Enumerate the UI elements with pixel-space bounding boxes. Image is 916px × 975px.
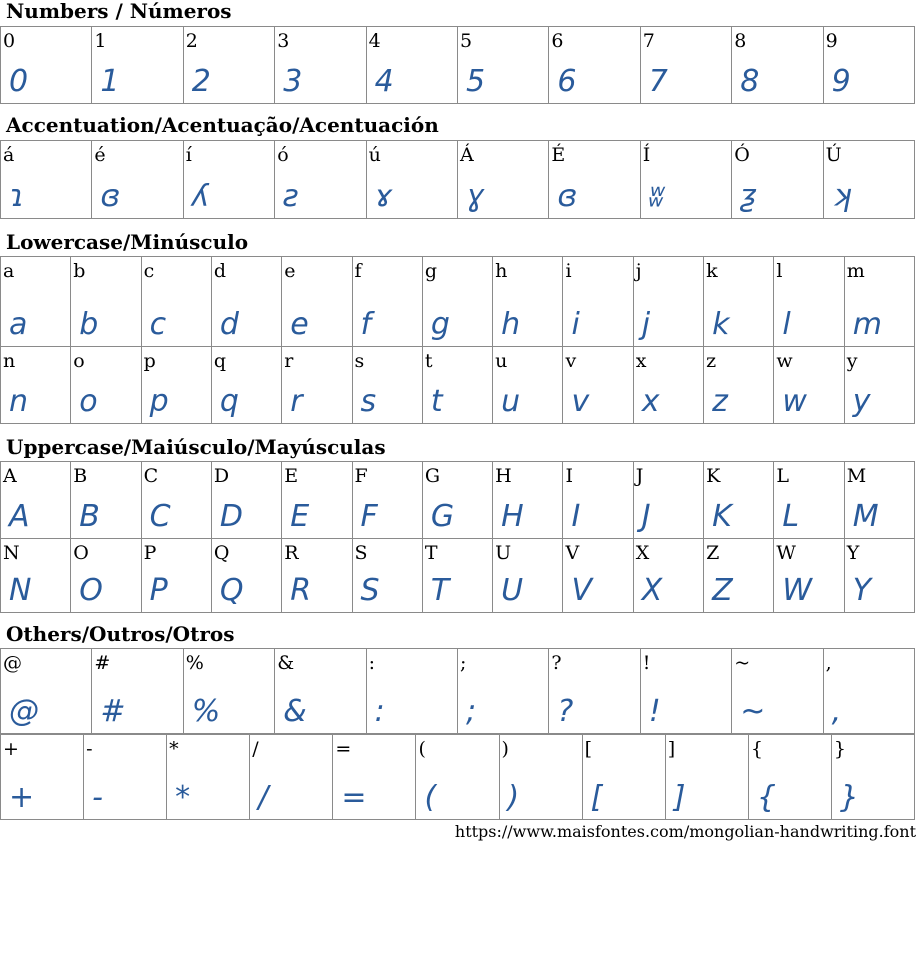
character-label: { [750, 738, 763, 760]
glyph-cell [704, 539, 774, 613]
glyph-cell [142, 539, 212, 613]
glyph-cell [423, 539, 493, 613]
glyph-cell [458, 649, 549, 734]
handwritten-glyph-sample: B [79, 499, 100, 534]
accentuation-grid [0, 140, 915, 219]
character-label: Y [846, 542, 860, 564]
others-grid-row-1 [0, 648, 915, 734]
glyph-cell [845, 539, 915, 613]
glyph-cell [212, 257, 282, 347]
handwritten-glyph-sample: Y [852, 573, 872, 608]
glyph-cell [832, 735, 915, 820]
handwritten-glyph-sample: k [712, 307, 730, 342]
glyph-cell [845, 347, 915, 424]
glyph-cell [142, 462, 212, 539]
handwritten-glyph-sample: d [219, 307, 239, 342]
character-label: Q [213, 542, 230, 564]
character-label: l [776, 260, 783, 282]
character-label: j [635, 260, 642, 282]
glyph-cell [732, 27, 823, 104]
character-label: k [706, 260, 718, 282]
glyph-cell [583, 735, 666, 820]
handwritten-glyph-sample: e [290, 307, 309, 342]
handwritten-glyph-sample: * [175, 780, 191, 815]
handwritten-glyph-sample: & [283, 694, 307, 729]
character-label: H [495, 465, 512, 487]
character-label: c [143, 260, 155, 282]
glyph-cell [84, 735, 167, 820]
character-label: o [73, 350, 85, 372]
handwritten-glyph-sample: L [782, 499, 800, 534]
character-label: Á [460, 144, 474, 166]
handwritten-glyph-sample: ɤ [374, 179, 393, 214]
handwritten-glyph-sample: + [9, 780, 35, 815]
handwritten-glyph-sample: l [782, 307, 791, 342]
handwritten-glyph-sample: E [290, 499, 310, 534]
character-label: v [565, 350, 577, 372]
glyph-cell [824, 27, 915, 104]
handwritten-glyph-sample: X [641, 573, 663, 608]
glyph-cell [1, 257, 71, 347]
glyph-cell [423, 462, 493, 539]
glyph-cell [142, 257, 212, 347]
handwritten-glyph-sample: m [852, 307, 882, 342]
character-label: x [635, 350, 647, 372]
character-label: 1 [94, 30, 107, 52]
handwritten-glyph-sample: p [149, 384, 169, 419]
character-label: h [495, 260, 508, 282]
glyph-cell [275, 649, 366, 734]
glyph-cell [549, 649, 640, 734]
handwritten-glyph-sample: r [290, 384, 303, 419]
handwritten-glyph-sample: C [149, 499, 171, 534]
character-label: , [825, 652, 832, 674]
handwritten-glyph-sample: V [571, 573, 592, 608]
glyph-cell [641, 141, 732, 219]
glyph-cell [212, 462, 282, 539]
character-label: B [73, 465, 88, 487]
glyph-cell [563, 347, 633, 424]
glyph-cell [1, 141, 92, 219]
character-label: E [284, 465, 299, 487]
character-label: V [565, 542, 580, 564]
glyph-cell [774, 257, 844, 347]
glyph-cell [71, 462, 141, 539]
character-label: ~ [734, 652, 751, 674]
glyph-cell [282, 462, 352, 539]
glyph-cell [493, 462, 563, 539]
character-label: b [73, 260, 86, 282]
handwritten-glyph-sample: u [501, 384, 521, 419]
character-label: N [3, 542, 20, 564]
handwritten-glyph-sample: @ [9, 694, 39, 729]
handwritten-glyph-sample: ɞ [557, 179, 578, 214]
glyph-cell [184, 27, 275, 104]
character-label: F [354, 465, 368, 487]
handwritten-glyph-sample: y [852, 384, 871, 419]
glyph-cell [367, 649, 458, 734]
handwritten-glyph-sample: n [9, 384, 29, 419]
glyph-cell [774, 347, 844, 424]
handwritten-glyph-sample: 5 [466, 64, 486, 99]
glyph-cell [353, 347, 423, 424]
character-label: L [776, 465, 789, 487]
glyph-cell [563, 539, 633, 613]
glyph-cell [353, 539, 423, 613]
character-label: é [94, 144, 106, 166]
glyph-cell [1, 539, 71, 613]
handwritten-glyph-sample: ɣ [466, 179, 484, 214]
character-label: U [495, 542, 512, 564]
glyph-cell [1, 27, 92, 104]
glyph-cell [634, 462, 704, 539]
handwritten-glyph-sample: ʎ [191, 179, 210, 214]
handwritten-glyph-sample: I [571, 499, 581, 534]
character-label: f [354, 260, 362, 282]
character-label: t [424, 350, 433, 372]
glyph-cell [333, 735, 416, 820]
handwritten-glyph-sample: O [79, 573, 103, 608]
character-label: C [143, 465, 159, 487]
handwritten-glyph-sample: ] [673, 780, 686, 815]
handwritten-glyph-sample: 3 [283, 64, 303, 99]
character-label: m [846, 260, 865, 282]
handwritten-glyph-sample: 0 [9, 64, 29, 99]
character-label: S [354, 542, 368, 564]
glyph-cell [704, 347, 774, 424]
handwritten-glyph-sample: 7 [648, 64, 668, 99]
handwritten-glyph-sample: G [430, 499, 455, 534]
glyph-cell [493, 257, 563, 347]
handwritten-glyph-sample: 4 [374, 64, 394, 99]
glyph-cell [250, 735, 333, 820]
character-label: # [94, 652, 111, 674]
character-label: * [169, 738, 179, 760]
handwritten-glyph-sample: 9 [831, 64, 851, 99]
character-label: I [565, 465, 573, 487]
glyph-cell [353, 257, 423, 347]
handwritten-glyph-sample: M [852, 499, 879, 534]
handwritten-glyph-sample: J [641, 499, 651, 534]
glyph-cell [549, 141, 640, 219]
handwritten-glyph-sample: : [374, 694, 385, 729]
handwritten-glyph-sample: w [782, 384, 807, 419]
character-label: K [706, 465, 721, 487]
character-label: q [213, 350, 227, 372]
handwritten-glyph-sample: c [149, 307, 167, 342]
glyph-cell [824, 649, 915, 734]
glyph-cell [92, 27, 183, 104]
character-label: ! [642, 652, 651, 674]
handwritten-glyph-sample: a [9, 307, 28, 342]
handwritten-glyph-sample: ) [507, 780, 520, 815]
character-label: + [3, 738, 19, 760]
glyph-cell [167, 735, 250, 820]
character-label: W [776, 542, 796, 564]
glyph-cell [774, 462, 844, 539]
uppercase-section-title: Uppercase/Maiúsculo/Mayúsculas [6, 435, 386, 459]
character-label: ; [460, 652, 467, 674]
glyph-cell [1, 462, 71, 539]
character-label: É [551, 144, 566, 166]
character-label: ( [418, 738, 426, 760]
character-label: M [846, 465, 867, 487]
character-label: % [185, 652, 204, 674]
character-label: R [284, 542, 299, 564]
character-label: - [86, 738, 93, 760]
handwritten-glyph-sample: i [571, 307, 580, 342]
character-label: Z [706, 542, 720, 564]
glyph-cell [634, 347, 704, 424]
glyph-cell [1, 735, 84, 820]
character-label: á [3, 144, 15, 166]
character-label: n [3, 350, 16, 372]
handwritten-glyph-sample: ƺ [740, 179, 756, 214]
glyph-cell [493, 347, 563, 424]
handwritten-glyph-sample: ; [466, 694, 477, 729]
glyph-cell [71, 347, 141, 424]
glyph-cell [845, 462, 915, 539]
glyph-cell [184, 649, 275, 734]
character-label: = [335, 738, 352, 760]
handwritten-glyph-sample: t [430, 384, 443, 419]
character-label: y [846, 350, 858, 372]
handwritten-glyph-sample: - [92, 780, 103, 815]
glyph-cell [71, 257, 141, 347]
handwritten-glyph-sample: 6 [557, 64, 577, 99]
handwritten-glyph-sample: ɿ [9, 179, 25, 214]
numbers-section-title: Numbers / Números [6, 0, 232, 23]
handwritten-glyph-sample: Q [219, 573, 244, 608]
handwritten-glyph-sample: = [341, 780, 367, 815]
handwritten-glyph-sample: N [9, 573, 32, 608]
character-label: D [213, 465, 230, 487]
handwritten-glyph-sample: ~ [740, 694, 766, 729]
handwritten-glyph-sample: % [191, 694, 221, 729]
glyph-cell [423, 347, 493, 424]
handwritten-glyph-sample: 8 [740, 64, 760, 99]
handwritten-glyph-sample: F [360, 499, 378, 534]
handwritten-glyph-sample: # [100, 694, 126, 729]
handwritten-glyph-sample: j [641, 307, 651, 342]
glyph-cell [563, 462, 633, 539]
character-label: ] [667, 738, 676, 760]
glyph-cell [1, 347, 71, 424]
character-label: G [424, 465, 441, 487]
character-label: / [252, 738, 259, 760]
uppercase-grid-row-1 [0, 461, 915, 539]
character-label: 9 [825, 30, 838, 52]
accentuation-section-title: Accentuation/Acentuação/Acentuación [6, 113, 439, 137]
handwritten-glyph-sample: S [360, 573, 380, 608]
character-label: J [635, 465, 644, 487]
character-label: s [354, 350, 365, 372]
glyph-cell [732, 141, 823, 219]
handwritten-glyph-sample: W [782, 573, 813, 608]
character-label: í [185, 144, 192, 166]
character-label: i [565, 260, 572, 282]
character-label: 7 [642, 30, 655, 52]
handwritten-glyph-sample: ʬ [648, 179, 665, 214]
character-label: e [284, 260, 296, 282]
handwritten-glyph-sample: H [501, 499, 524, 534]
handwritten-glyph-sample: D [219, 499, 244, 534]
glyph-cell [212, 347, 282, 424]
handwritten-glyph-sample: Z [712, 573, 733, 608]
handwritten-glyph-sample: s [360, 384, 377, 419]
character-label: z [706, 350, 717, 372]
character-label: X [635, 542, 650, 564]
character-label: ? [551, 652, 562, 674]
lowercase-grid-row-1 [0, 256, 915, 347]
character-label: @ [3, 652, 22, 674]
character-label: P [143, 542, 157, 564]
character-label: 2 [185, 30, 198, 52]
character-label: 0 [3, 30, 16, 52]
glyph-cell [749, 735, 832, 820]
character-label: 3 [277, 30, 290, 52]
character-label: w [776, 350, 793, 372]
glyph-cell [458, 27, 549, 104]
character-label: 4 [368, 30, 381, 52]
character-label: & [277, 652, 295, 674]
glyph-cell [666, 735, 749, 820]
character-label: A [3, 465, 17, 487]
glyph-cell [641, 27, 732, 104]
handwritten-glyph-sample: ( [424, 780, 437, 815]
glyph-cell [704, 257, 774, 347]
handwritten-glyph-sample: U [501, 573, 524, 608]
glyph-cell [845, 257, 915, 347]
glyph-cell [634, 539, 704, 613]
handwritten-glyph-sample: P [149, 573, 168, 608]
glyph-cell [367, 141, 458, 219]
character-label: ó [277, 144, 289, 166]
glyph-cell [92, 649, 183, 734]
glyph-cell [416, 735, 499, 820]
lowercase-grid-row-2 [0, 347, 915, 424]
handwritten-glyph-sample: A [9, 499, 30, 534]
handwritten-glyph-sample: } [839, 780, 859, 815]
handwritten-glyph-sample: v [571, 384, 590, 419]
others-section-title: Others/Outros/Otros [6, 622, 235, 646]
character-label: [ [584, 738, 593, 760]
character-label: u [495, 350, 508, 372]
handwritten-glyph-sample: q [219, 384, 239, 419]
character-label: 8 [734, 30, 747, 52]
character-label: Ú [825, 144, 842, 166]
glyph-cell [353, 462, 423, 539]
handwritten-glyph-sample: 2 [191, 64, 211, 99]
glyph-cell [71, 539, 141, 613]
glyph-cell [92, 141, 183, 219]
handwritten-glyph-sample: o [79, 384, 98, 419]
handwritten-glyph-sample: { [756, 780, 776, 815]
others-grid-row-2 [0, 734, 915, 820]
handwritten-glyph-sample: ? [557, 694, 574, 729]
glyph-cell [549, 27, 640, 104]
glyph-cell [142, 347, 212, 424]
glyph-cell [423, 257, 493, 347]
glyph-cell [493, 539, 563, 613]
glyph-cell [824, 141, 915, 219]
handwritten-glyph-sample: ƨ [283, 179, 299, 214]
character-label: : [368, 652, 375, 674]
handwritten-glyph-sample: / [258, 780, 269, 815]
glyph-cell [500, 735, 583, 820]
numbers-grid [0, 26, 915, 104]
glyph-cell [732, 649, 823, 734]
handwritten-glyph-sample: ɞ [100, 179, 121, 214]
glyph-cell [282, 539, 352, 613]
character-label: d [213, 260, 227, 282]
character-label: ú [368, 144, 381, 166]
character-label: r [284, 350, 294, 372]
glyph-cell [563, 257, 633, 347]
glyph-cell [212, 539, 282, 613]
handwritten-glyph-sample: g [430, 307, 450, 342]
glyph-cell [275, 27, 366, 104]
handwritten-glyph-sample: x [641, 384, 660, 419]
character-label: O [73, 542, 89, 564]
character-label: p [143, 350, 156, 372]
handwritten-glyph-sample: T [430, 573, 450, 608]
character-label: T [424, 542, 438, 564]
glyph-cell [282, 347, 352, 424]
handwritten-glyph-sample: h [501, 307, 521, 342]
handwritten-glyph-sample: f [360, 307, 372, 342]
handwritten-glyph-sample: K [712, 499, 732, 534]
uppercase-grid-row-2 [0, 539, 915, 613]
handwritten-glyph-sample: z [712, 384, 728, 419]
glyph-cell [1, 649, 92, 734]
glyph-cell [774, 539, 844, 613]
glyph-cell [704, 462, 774, 539]
handwritten-glyph-sample: [ [590, 780, 603, 815]
glyph-cell [282, 257, 352, 347]
character-label: 5 [460, 30, 473, 52]
glyph-cell [367, 27, 458, 104]
character-label: g [424, 260, 438, 282]
handwritten-glyph-sample: b [79, 307, 99, 342]
handwritten-glyph-sample: ! [648, 694, 661, 729]
handwritten-glyph-sample: 1 [100, 64, 120, 99]
glyph-cell [641, 649, 732, 734]
character-label: } [833, 738, 846, 760]
character-label: a [3, 260, 15, 282]
glyph-cell [634, 257, 704, 347]
character-label: 6 [551, 30, 564, 52]
handwritten-glyph-sample: , [831, 694, 842, 729]
glyph-cell [458, 141, 549, 219]
lowercase-section-title: Lowercase/Minúsculo [6, 230, 249, 254]
glyph-cell [184, 141, 275, 219]
glyph-cell [275, 141, 366, 219]
character-label: Í [642, 144, 651, 166]
handwritten-glyph-sample: R [290, 573, 312, 608]
handwritten-glyph-sample: ʞ [831, 179, 852, 214]
character-label: ) [501, 738, 509, 760]
source-url: https://www.maisfontes.com/mongolian-handwriting.font [454, 822, 916, 841]
character-label: Ó [734, 144, 750, 166]
